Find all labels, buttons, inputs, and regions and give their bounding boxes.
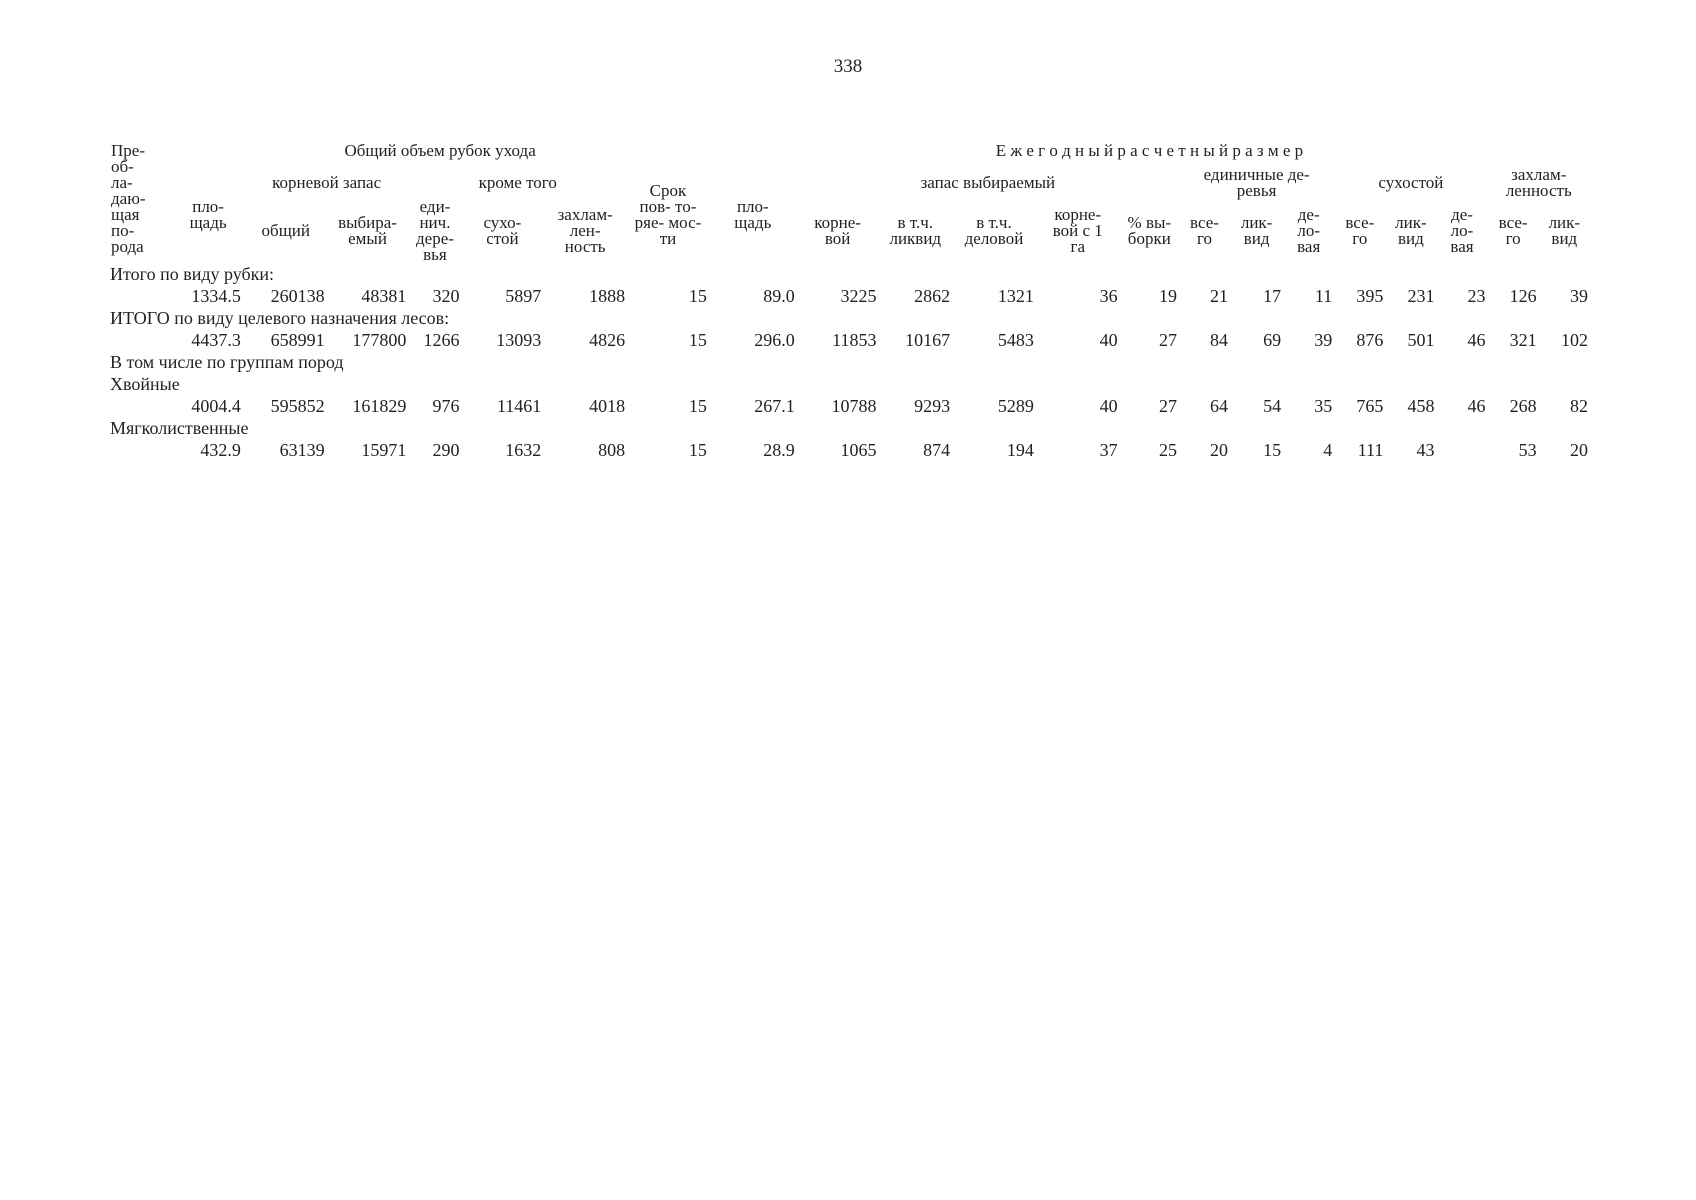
table-cell: 46: [1467, 396, 1486, 416]
section-label: ИТОГО по виду целевого назначения лесов:: [110, 308, 450, 328]
header-clutter-liquid: лик- вид: [1548, 213, 1581, 248]
header-besides: кроме того: [478, 173, 557, 192]
header-species: Пре- об- ла- даю- щая по- рода: [111, 141, 146, 256]
table-cell: 296.0: [754, 330, 795, 350]
header-area: пло- щадь: [189, 197, 227, 232]
table-cell: 23: [1467, 286, 1486, 306]
species-cell: [110, 329, 171, 351]
header-deadwood-all: все- го: [1345, 213, 1375, 248]
section-label: В том числе по группам пород: [110, 352, 344, 372]
table-cell: 432.9: [200, 440, 241, 460]
header-root-per-ha: корне- вой с 1 га: [1052, 205, 1103, 256]
header-deadwood-liquid: лик- вид: [1395, 213, 1427, 248]
table-cell: 1065: [840, 440, 877, 460]
table-cell: 976: [432, 396, 460, 416]
header-deadwood: сухо- стой: [483, 213, 522, 248]
header-deadwood-group: сухостой: [1378, 173, 1444, 192]
header-stock-selected: запас выбираемый: [920, 173, 1056, 192]
table-cell: 11853: [832, 330, 877, 350]
table-cell: [1436, 439, 1487, 461]
section-label-row: [110, 307, 1590, 329]
table-cell: 17: [1263, 286, 1282, 306]
species-cell: [110, 395, 171, 417]
table-cell: 1266: [423, 330, 460, 350]
header-pct-selection: % вы- борки: [1127, 213, 1172, 248]
header-incl-business: в т.ч. деловой: [964, 213, 1024, 248]
table-cell: 11461: [496, 396, 542, 416]
table-cell: 876: [1356, 330, 1384, 350]
table-cell: 37: [1099, 440, 1118, 460]
page-number: 338: [833, 56, 863, 77]
table-cell: 43: [1416, 440, 1435, 460]
header-annual-estimated-size: Е ж е г о д н ы й р а с ч е т н ы й р а з м е р: [995, 141, 1304, 160]
table-cell: 1321: [997, 286, 1034, 306]
table-cell: 1334.5: [191, 286, 241, 306]
header-single-trees: еди- нич. дере- вья: [416, 197, 454, 264]
header-single-all: все- го: [1190, 213, 1219, 248]
table-cell: 25: [1158, 440, 1177, 460]
table-cell: 874: [923, 440, 951, 460]
table-cell: 40: [1099, 396, 1118, 416]
table-cell: 21: [1210, 286, 1229, 306]
table-cell: 69: [1263, 330, 1282, 350]
header-deadwood-business: де- ло- вая: [1450, 205, 1474, 256]
header-clutter-group: захлам- ленность: [1505, 165, 1572, 200]
table-cell: 1888: [589, 286, 626, 306]
table-cell: 177800: [352, 330, 407, 350]
cutting-volume-table: [110, 143, 1590, 461]
table-cell: 89.0: [763, 286, 795, 306]
table-cell: 4004.4: [191, 396, 241, 416]
table-cell: 53: [1518, 440, 1537, 460]
table-cell: 658991: [270, 330, 325, 350]
header-total: общий: [261, 221, 310, 240]
table-cell: 102: [1561, 330, 1588, 350]
table-cell: 765: [1356, 396, 1384, 416]
table-cell: 268: [1509, 396, 1537, 416]
table-cell: 20: [1570, 440, 1588, 460]
table-cell: 39: [1314, 330, 1333, 350]
table-cell: 64: [1210, 396, 1229, 416]
header-total-cutting-volume: Общий объем рубок ухода: [344, 141, 536, 160]
table-cell: 9293: [914, 396, 951, 416]
table-cell: 5897: [505, 286, 542, 306]
table-cell: 84: [1210, 330, 1229, 350]
table-cell: 231: [1407, 286, 1435, 306]
table-cell: 28.9: [763, 440, 795, 460]
table-cell: 3225: [840, 286, 877, 306]
table-cell: 15: [688, 440, 707, 460]
table-row: [110, 439, 1590, 461]
table-cell: 808: [598, 440, 626, 460]
header-annual-area: пло- щадь: [734, 197, 772, 232]
table-body: [110, 263, 1590, 461]
table-cell: 10167: [905, 330, 951, 350]
table-cell: 15: [1263, 440, 1282, 460]
table-cell: 15971: [361, 440, 407, 460]
table-cell: 46: [1467, 330, 1486, 350]
table-cell: 15: [688, 396, 707, 416]
table-cell: 27: [1158, 330, 1177, 350]
section-label-row: [110, 263, 1590, 285]
table-cell: 260138: [270, 286, 325, 306]
section-label: Итого по виду рубки:: [110, 264, 275, 284]
table-cell: 4437.3: [191, 330, 241, 350]
table-cell: 290: [432, 440, 460, 460]
table-cell: 321: [1509, 330, 1537, 350]
header-root: корне- вой: [814, 213, 861, 248]
section-label: Мягколиственные: [110, 418, 249, 438]
header-single-business: де- ло- вая: [1297, 205, 1321, 256]
table-cell: 5289: [997, 396, 1034, 416]
table-cell: 15: [688, 330, 707, 350]
table-cell: 111: [1357, 440, 1384, 460]
table-cell: 194: [1006, 440, 1034, 460]
table-cell: 15: [688, 286, 707, 306]
table-cell: 267.1: [754, 396, 795, 416]
table-cell: 48381: [361, 286, 407, 306]
table-cell: 2862: [914, 286, 951, 306]
table-cell: 36: [1099, 286, 1118, 306]
table-cell: 39: [1570, 286, 1588, 306]
table-cell: 54: [1263, 396, 1282, 416]
table-cell: 35: [1314, 396, 1333, 416]
header-root-stock: корневой запас: [272, 173, 382, 192]
header-incl-liquid: в т.ч. ликвид: [889, 213, 942, 248]
species-cell: [110, 439, 171, 461]
table-cell: 4: [1323, 440, 1333, 460]
table-cell: 4018: [589, 396, 626, 416]
table-cell: 161829: [352, 396, 407, 416]
header-clutter-all: все- го: [1498, 213, 1528, 248]
table-cell: 82: [1570, 396, 1588, 416]
table-cell: 458: [1407, 396, 1435, 416]
header-selected: выбира- емый: [338, 213, 397, 248]
section-label-row: [110, 351, 1590, 373]
table-cell: 10788: [831, 396, 877, 416]
section-label-row: [110, 417, 1590, 439]
species-cell: [110, 285, 171, 307]
table-cell: 4826: [589, 330, 626, 350]
header-single-trees-group: единичные де- ревья: [1203, 165, 1310, 200]
table-row: [110, 285, 1590, 307]
table-cell: 13093: [496, 330, 542, 350]
table-cell: 395: [1356, 286, 1384, 306]
table-cell: 40: [1099, 330, 1118, 350]
table-cell: 320: [432, 286, 460, 306]
table-row: [110, 395, 1590, 417]
section-label-row: [110, 373, 1590, 395]
table-cell: 126: [1509, 286, 1537, 306]
table-cell: 1632: [505, 440, 542, 460]
header-single-liquid: лик- вид: [1240, 213, 1273, 248]
header-repeat-term: Срок пов- то- ряе- мос- ти: [634, 181, 702, 248]
table-cell: 501: [1407, 330, 1435, 350]
table-row: [110, 329, 1590, 351]
table-cell: 63139: [279, 440, 325, 460]
table-cell: 20: [1210, 440, 1229, 460]
table-cell: 595852: [270, 396, 325, 416]
table-cell: 27: [1158, 396, 1177, 416]
section-label: Хвойные: [110, 374, 180, 394]
table-cell: 5483: [997, 330, 1034, 350]
header-clutter: захлам- лен- ность: [557, 205, 613, 256]
table-cell: 19: [1158, 286, 1177, 306]
table-cell: 11: [1314, 286, 1333, 306]
